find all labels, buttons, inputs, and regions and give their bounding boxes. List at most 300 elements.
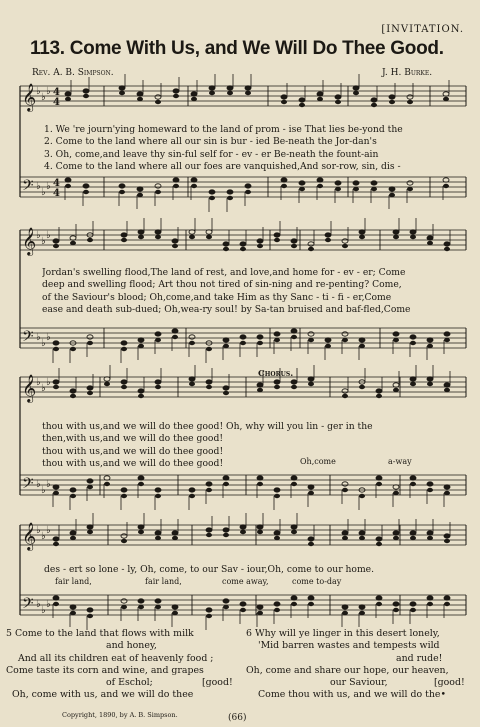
note-head [427,531,433,535]
note-head [410,377,416,381]
note-head [119,184,125,188]
note-head [410,608,416,612]
note-head [274,488,280,492]
flat-sign: ♭ [36,230,41,241]
note-head [376,542,382,546]
note-head [308,247,314,251]
note-head [393,332,399,336]
note-head [342,239,348,243]
note-head [444,602,450,606]
note-head [281,100,287,104]
note-head [189,335,195,339]
note-head [410,230,416,234]
note-head [155,95,161,99]
note-head [121,238,127,242]
note-head [209,190,215,194]
note-head [291,335,297,339]
note-head [53,239,59,243]
note-head [257,530,263,534]
note-head [240,335,246,339]
note-head [70,236,76,240]
note-head [393,383,399,387]
note-head [189,382,195,386]
note-head [427,377,433,381]
note-head [274,338,280,342]
lyric-line: then,with us,and we will do thee good! [42,433,224,445]
note-head [240,530,246,534]
verse-line: 6 Why will ye linger in this desert lonely, [246,628,440,639]
note-head [257,341,263,345]
note-head [155,531,161,535]
note-head [240,341,246,345]
note-head [444,534,450,538]
note-head [245,184,251,188]
note-head [308,491,314,495]
note-head [308,596,314,600]
flat-sign: ♭ [36,525,41,536]
note-head [172,611,178,615]
note-head [53,380,59,384]
note-head [257,611,263,615]
note-head [83,184,89,188]
note-head [308,382,314,386]
note-head [359,338,365,342]
note-head [206,488,212,492]
note-head [155,380,161,384]
note-head [206,380,212,384]
note-head [240,608,246,612]
note-head [317,92,323,96]
bass-text: a-way [388,457,412,466]
note-head [240,242,246,246]
lyric-line: thou with us,and we will do thee good! [42,457,224,469]
note-head [53,244,59,248]
note-head [155,235,161,239]
note-head [342,482,348,486]
note-head [444,539,450,543]
note-head [138,605,144,609]
note-head [376,476,382,480]
note-head [53,491,59,495]
note-head [137,97,143,101]
note-head [155,190,161,194]
note-head [281,95,287,99]
lyric-line: deep and swelling flood; Art thou not tired of sin-ning and re-penting? Come, [42,279,402,291]
note-head [70,347,76,351]
verse-line: Oh, come and share our hope, our heaven, [246,664,449,676]
note-head [291,385,297,389]
note-head [281,184,287,188]
note-head [325,344,331,348]
note-head [257,605,263,609]
note-head [444,247,450,251]
note-head [245,91,251,95]
note-head [427,602,433,606]
note-head [155,488,161,492]
note-head [274,332,280,336]
note-head [291,380,297,384]
note-head [87,614,93,618]
note-head [53,542,59,546]
verse-6 [246,628,465,702]
note-head [223,247,229,251]
note-head [87,608,93,612]
bass-text: Oh,come [300,457,336,466]
note-head [393,230,399,234]
treble-clef: 𝄞 [22,374,37,402]
note-head [223,605,229,609]
note-head [121,341,127,345]
note-head [121,233,127,237]
time-signature: 4 [53,188,60,199]
note-head [274,238,280,242]
flat-sign: ♭ [36,479,41,490]
note-head [427,344,433,348]
note-head [70,241,76,245]
note-head [291,525,297,529]
note-head [209,86,215,90]
flat-sign: ♭ [36,332,41,343]
note-head [155,230,161,234]
note-head [87,391,93,395]
note-head [121,488,127,492]
note-head [325,338,331,342]
note-head [335,187,341,191]
flat-sign: ♭ [46,332,51,343]
note-head [371,181,377,185]
bass-clef: 𝄢 [22,595,34,616]
note-head [70,394,76,398]
treble-clef: 𝄞 [22,522,37,550]
note-head [70,531,76,535]
note-head [155,332,161,336]
note-head [291,602,297,606]
note-head [189,341,195,345]
verse-line: our Saviour, [330,677,388,689]
flat-sign: ♭ [36,599,41,610]
note-head [172,329,178,333]
note-head [191,184,197,188]
note-head [87,335,93,339]
note-head [70,536,76,540]
note-head [335,181,341,185]
copyright: Copyright, 1890, by A. B. Simpson. [62,711,178,719]
system4-lyrics [44,564,469,576]
note-head [407,181,413,185]
note-head [299,98,305,102]
note-head [138,394,144,398]
time-signature: 4 [53,178,60,189]
note-head [393,602,399,606]
note-head [335,95,341,99]
note-head [389,95,395,99]
music-credit: J. H. Burke. [382,68,433,78]
flat-sign: ♭ [41,92,46,103]
note-head [371,103,377,107]
verse-line: and honey, [106,640,157,652]
verse-line: 'Mid barren wastes and tempests wild [258,640,440,652]
verse-line: of Eschol; [106,677,153,689]
words-credit: Rev. A. B. Simpson. [32,68,114,78]
note-head [223,528,229,532]
note-head [342,389,348,393]
note-head [389,193,395,197]
note-head [342,338,348,342]
note-head [407,187,413,191]
note-head [317,97,323,101]
note-head [172,335,178,339]
note-head [155,536,161,540]
time-signature: 4 [53,97,60,108]
note-head [240,525,246,529]
note-head [209,91,215,95]
note-head [389,187,395,191]
lyric-line: ease and death sub-dued; Oh,wea-ry soul! by Sa-tan bruised and baf-fled,Come [42,303,411,315]
note-head [371,98,377,102]
note-head [335,100,341,104]
treble-clef: 𝄞 [22,227,37,255]
note-head [191,97,197,101]
verse-line: Come taste its corn and wine, and grapes [6,664,204,676]
flat-sign: ♭ [41,531,46,542]
note-head [257,239,263,243]
verse-line: 5 Come to the land that flows with milk [6,628,194,639]
note-head [121,380,127,384]
note-head [172,531,178,535]
note-head [223,482,229,486]
hymn-title-text: Come With Us, and We Will Do Thee Good. [69,38,444,59]
note-head [138,338,144,342]
note-head [240,247,246,251]
note-head [53,602,59,606]
note-head [410,602,416,606]
note-head [53,341,59,345]
note-head [70,488,76,492]
verse-line: Oh, come with us, and we will do thee [12,689,194,701]
note-head [53,347,59,351]
note-head [308,242,314,246]
note-head [376,482,382,486]
system1-lyrics [44,124,469,173]
note-head [206,235,212,239]
note-head [410,531,416,535]
note-head [104,377,110,381]
verse-5 [6,628,233,702]
page-number: (66) [228,713,247,723]
note-head [189,230,195,234]
note-head [410,536,416,540]
note-head [291,239,297,243]
note-head [227,86,233,90]
note-head [274,531,280,535]
note-head [427,596,433,600]
note-head [291,329,297,333]
note-head [53,385,59,389]
bass-text: fair land, [145,577,182,586]
note-head [206,528,212,532]
flat-sign: ♭ [41,187,46,198]
lyric-line: des - ert so lone - ly, Oh, come, to our Sav - iour,Oh, come to our home. [44,564,375,575]
bass-text: come away, [222,577,269,586]
note-head [299,103,305,107]
lyric-line: Jordan's swelling flood,The land of rest, and love,and home for - ev - er; Come [42,267,406,278]
note-head [359,344,365,348]
note-head [342,488,348,492]
note-head [223,599,229,603]
note-head [104,476,110,480]
note-head [443,178,449,182]
note-head [65,184,71,188]
note-head [206,614,212,618]
note-head [53,485,59,489]
note-head [317,178,323,182]
note-head [223,338,229,342]
note-head [240,602,246,606]
note-head [70,494,76,498]
note-head [393,485,399,489]
note-head [209,196,215,200]
note-head [359,235,365,239]
verse-line: [good! [434,677,465,689]
hymn-number: 113. [30,38,65,59]
note-head [189,235,195,239]
flat-sign: ♭ [46,377,51,388]
note-head [87,479,93,483]
note-head [410,235,416,239]
note-head [444,491,450,495]
note-head [274,380,280,384]
note-head [444,338,450,342]
note-head [189,377,195,381]
note-head [257,383,263,387]
note-head [53,537,59,541]
note-head [138,525,144,529]
note-head [137,193,143,197]
note-head [353,86,359,90]
note-head [138,235,144,239]
bass-clef: 𝄢 [22,328,34,349]
flat-sign: ♭ [46,479,51,490]
note-head [223,386,229,390]
flat-sign: ♭ [41,485,46,496]
note-head [427,236,433,240]
flat-sign: ♭ [46,599,51,610]
note-head [444,242,450,246]
note-head [359,230,365,234]
note-head [274,536,280,540]
lyric-line: thou with us,and we will do thee good! [42,445,224,457]
note-head [342,531,348,535]
note-head [353,187,359,191]
note-head [444,596,450,600]
note-head [308,542,314,546]
note-head [291,596,297,600]
note-head [257,244,263,248]
note-head [223,533,229,537]
note-head [119,190,125,194]
bass-text: fair land, [55,577,92,586]
note-head [427,536,433,540]
verse-line: And all its children eat of heavenly food ; [18,652,214,664]
flat-sign: ♭ [41,605,46,616]
note-head [308,338,314,342]
note-head [393,608,399,612]
note-head [173,184,179,188]
note-head [371,187,377,191]
note-head [83,89,89,93]
note-head [138,230,144,234]
note-head [359,605,365,609]
lyric-line: 4. Come to the land where all our foes are vanquished,And sor-row, sin, dis - [44,160,401,172]
note-head [257,525,263,529]
note-head [245,86,251,90]
note-head [393,531,399,535]
note-head [206,608,212,612]
note-head [121,605,127,609]
note-head [223,476,229,480]
note-head [87,485,93,489]
note-head [119,86,125,90]
note-head [155,385,161,389]
note-head [155,184,161,188]
note-head [359,611,365,615]
note-head [227,190,233,194]
note-head [410,476,416,480]
bass-clef: 𝄢 [22,475,34,496]
note-head [245,190,251,194]
note-head [191,92,197,96]
chorus-label: Chorus. [258,369,294,379]
note-head [443,184,449,188]
lyric-line: 2. Come to the land where all our sin is bur - ied Be-neath the Jor-dan's [44,136,377,148]
note-head [291,530,297,534]
note-head [172,605,178,609]
note-head [359,494,365,498]
note-head [274,608,280,612]
note-head [138,344,144,348]
note-head [104,382,110,386]
note-head [291,244,297,248]
note-head [376,389,382,393]
note-head [257,476,263,480]
note-head [206,482,212,486]
note-head [104,482,110,486]
note-head [173,89,179,93]
note-head [393,491,399,495]
note-head [155,494,161,498]
note-head [138,482,144,486]
note-head [155,338,161,342]
note-head [155,605,161,609]
note-head [427,338,433,342]
note-head [393,388,399,392]
note-head [353,181,359,185]
note-head [427,382,433,386]
note-head [427,482,433,486]
bass-text: come to-day [292,577,342,586]
note-head [206,230,212,234]
note-head [172,244,178,248]
note-head [342,605,348,609]
note-head [223,242,229,246]
note-head [443,92,449,96]
note-head [137,92,143,96]
note-head [393,235,399,239]
note-head [342,611,348,615]
note-head [70,389,76,393]
note-head [87,530,93,534]
note-head [444,485,450,489]
